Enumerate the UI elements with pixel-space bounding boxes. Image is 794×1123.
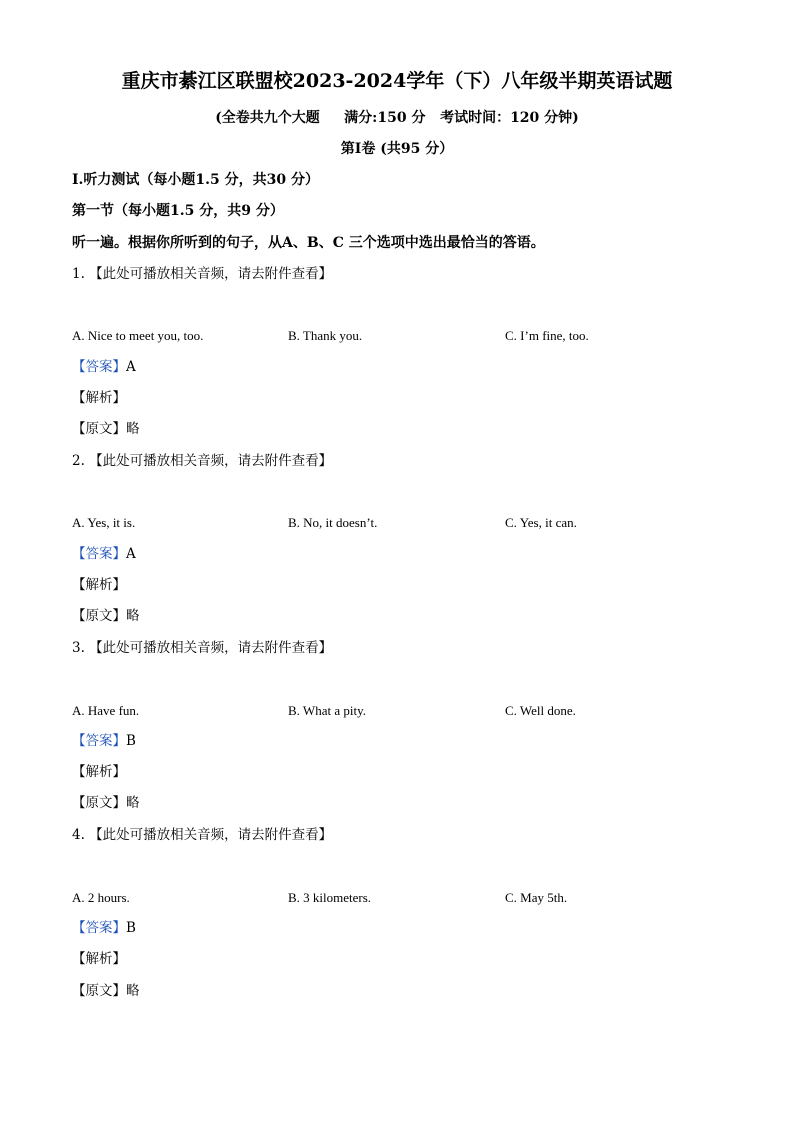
option-c: C. I’m fine, too.: [505, 328, 589, 343]
option-a: A. 2 hours.: [72, 890, 130, 905]
original-line: [72, 606, 140, 626]
instruction-text: 听一遍。根据你所听到的句子，从A、B、C 三个选项中选出最恰当的答语。: [72, 235, 545, 251]
original-text: 略: [126, 795, 140, 811]
section-heading: Ⅰ.听力测试（每小题1.5 分，共30 分）: [72, 172, 320, 188]
answer-value: A: [126, 546, 136, 562]
answer-label: 【答案】: [72, 920, 126, 936]
answer-value: B: [126, 733, 136, 749]
answer-value: A: [126, 359, 136, 375]
answer-label: 【答案】: [72, 733, 126, 749]
option-c: C. Yes, it can.: [505, 515, 577, 530]
option-a: A. Nice to meet you, too.: [72, 328, 204, 343]
option-b: B. No, it doesn’t.: [288, 515, 378, 530]
answer-value: B: [126, 920, 136, 936]
answer-line: [72, 918, 136, 938]
option-b: B. What a pity.: [288, 703, 366, 718]
answer-line: [72, 731, 136, 751]
option-b: B. 3 kilometers.: [288, 890, 372, 905]
original-label: 【原文】: [72, 608, 126, 624]
answer-label: 【答案】: [72, 359, 126, 375]
original-line: [72, 981, 140, 1001]
part-heading: 第一节（每小题1.5 分，共9 分）: [72, 203, 284, 219]
option-a: A. Have fun.: [72, 703, 140, 718]
analysis-label: 【解析】: [72, 577, 126, 593]
option-c: C. Well done.: [505, 703, 576, 718]
original-text: 略: [126, 421, 140, 437]
analysis-label: 【解析】: [72, 390, 126, 406]
volume-heading: 第Ⅰ卷 (共95 分）: [340, 141, 454, 157]
analysis-label: 【解析】: [72, 951, 126, 967]
original-text: 略: [126, 983, 140, 999]
option-c: C. May 5th.: [505, 890, 568, 905]
question-prompt: 2. 【此处可播放相关音频，请去附件查看】: [72, 453, 333, 469]
question-prompt: 4. 【此处可播放相关音频，请去附件查看】: [72, 827, 333, 843]
answer-line: [72, 357, 136, 377]
exam-info: (全卷共九个大题 满分:150 分 考试时间：120 分钟): [215, 110, 579, 126]
answer-label: 【答案】: [72, 546, 126, 562]
page-title: 重庆市綦江区联盟校2023-2024学年（下）八年级半期英语试题: [121, 70, 673, 92]
original-label: 【原文】: [72, 983, 126, 999]
option-a: A. Yes, it is.: [72, 515, 136, 530]
original-label: 【原文】: [72, 421, 126, 437]
question-prompt: 3. 【此处可播放相关音频，请去附件查看】: [72, 640, 333, 656]
original-line: [72, 419, 140, 439]
original-label: 【原文】: [72, 795, 126, 811]
original-line: [72, 793, 140, 813]
original-text: 略: [126, 608, 140, 624]
option-b: B. Thank you.: [288, 328, 363, 343]
answer-line: [72, 544, 136, 564]
analysis-label: 【解析】: [72, 764, 126, 780]
question-prompt: 1. 【此处可播放相关音频，请去附件查看】: [72, 266, 333, 282]
